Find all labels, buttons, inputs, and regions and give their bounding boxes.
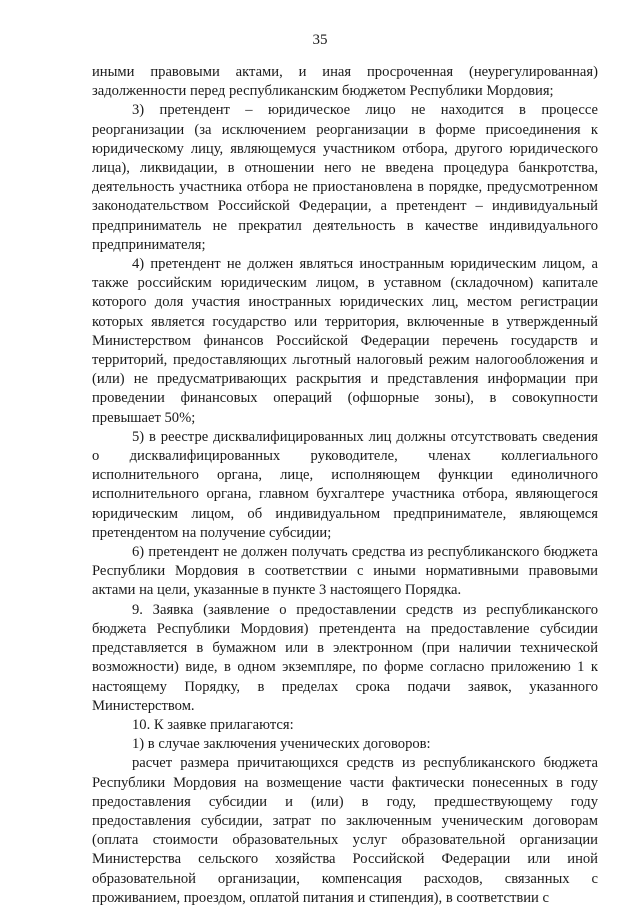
paragraph: 3) претендент – юридическое лицо не находится в процессе реорганизации (за исключением реорганизации в форме присоединения к юридическому лицу, являющемуся участником отбора, другого юридического лица), ликвидации, в отношении него не введена процедура банкротства, деятельность участника отбора не приостановлена в порядке, предусмотренном законодательством Российской Федерации, а претендент – индивидуальный предприниматель не прекратил деятельность в качестве индивидуального предпринимателя; (92, 102, 598, 253)
paragraph: 4) претендент не должен являться иностранным юридическим лицом, а также российским юридическим лицом, в уставном (складочном) капитале которого доля участия иностранных юридических лиц, местом регистрации которых является государство или территория, включенные в утвержденный Министерством финансов Российской Федерации перечень государств и территорий, предоставляющих льготный налоговый режим налогообложения и (или) не предусматривающих раскрытия и представления информации при проведении финансовых операций (офшорные зоны), в совокупности превышает 50%; (92, 256, 598, 426)
paragraph: иными правовыми актами, и иная просроченная (неурегулированная) задолженности перед республиканским бюджетом Республики Мордовия; (92, 64, 598, 100)
paragraph: 1) в случае заключения ученических договоров: (132, 736, 431, 753)
page-number: 35 (312, 32, 328, 48)
paragraph: 6) претендент не должен получать средства из республиканского бюджета Республики Мордовия в соответствии с иными нормативными правовыми актами на цели, указанные в пункте 3 настоящего Порядка. (92, 544, 598, 599)
document-body (92, 63, 598, 908)
paragraph: 9. Заявка (заявление о предоставлении средств из республиканского бюджета Республики Мордовия) претендента на предоставление субсидии представляется в бумажном или в электронном (при наличии технической возможности) виде, в одном экземпляре, по форме согласно приложению 1 к настоящему Порядку, в пределах срока подачи заявок, указанного Министерством. (92, 601, 598, 714)
paragraph: 10. К заявке прилагаются: (132, 716, 294, 733)
paragraph: расчет размера причитающихся средств из республиканского бюджета Республики Мордовия на возмещение части фактически понесенных в году предоставления субсидии и (или) в году, предшествующему году предоставления субсидии, затрат по заключенным ученическим договорам (оплата стоимости образовательных услуг образовательной организации Министерства сельского хозяйства Российской Федерации или иной образовательной организации, компенсация расходов, связанных с проживанием, проездом, оплатой питания и стипендия), в соответствии с (92, 755, 598, 906)
paragraph: 5) в реестре дисквалифицированных лиц должны отсутствовать сведения о дисквалифицированных руководителе, членах коллегиального исполнительного органа, лице, исполняющем функции единоличного исполнительного органа, главном бухгалтере участника отбора, являющегося юридическим лицом, об индивидуальном предпринимателе, являющемся претендентом на получение субсидии; (92, 428, 598, 541)
